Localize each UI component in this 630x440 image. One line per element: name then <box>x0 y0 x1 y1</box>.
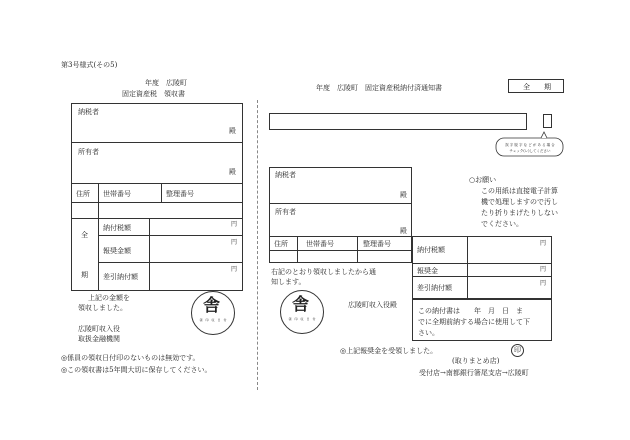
notice-household-number-label: 世帯番号 <box>306 240 334 248</box>
deadline-notice-line2: でに全期前納する場合に使用して下 <box>418 318 530 326</box>
correction-balloon-line2: チェック(レ)してください <box>509 149 551 153</box>
receipt-divider <box>149 218 150 291</box>
receipt-tax-amount-label: 納付税額 <box>103 224 131 232</box>
receipt-stamp-char: 舎 <box>203 296 220 316</box>
request-line: たり折りまげたりしない <box>481 209 558 217</box>
correction-balloon-line1: 誤 字 脱 字 な ど が あ る 場 合 <box>505 143 555 147</box>
notice-header: 年度 広陵町 固定資産税納付済通知書 <box>316 84 442 92</box>
notice-notified-line1: 右記のとおり領収しましたから通 <box>271 268 376 276</box>
receipt-received-line1: 上記の金額を <box>88 294 130 302</box>
deadline-notice-line3: さい。 <box>418 329 439 337</box>
receipt-address-label: 住所 <box>76 190 90 198</box>
notice-taxpayer-label: 納税者 <box>275 171 296 179</box>
notice-yen-label: 円 <box>540 240 547 247</box>
notice-left-divider <box>269 236 412 237</box>
deadline-notice-box <box>412 299 552 341</box>
notice-taxpayer-sama: 殿 <box>400 191 407 199</box>
notice-owner-label: 所有者 <box>275 208 296 216</box>
receipt-ki-label: 期 <box>81 271 88 279</box>
request-line: 機で処理しますので汚し <box>481 198 558 206</box>
form-number-label: 第3号様式(その5) <box>61 61 118 69</box>
period-box <box>508 79 564 93</box>
deadline-notice-line1: この納付書は 年 月 日 ま <box>418 307 523 315</box>
notice-net-amount-label: 差引納付額 <box>417 284 452 292</box>
receipt-owner-label: 所有者 <box>78 148 99 156</box>
receipt-household-number-label: 世帯番号 <box>103 190 131 198</box>
notice-left-divider <box>269 250 412 251</box>
notice-yen-label: 円 <box>540 266 547 273</box>
period-label: 全 期 <box>523 83 551 91</box>
notice-yen-label: 円 <box>540 280 547 287</box>
notice-tax-amount-label: 納付税額 <box>417 246 445 254</box>
request-line: でください。 <box>481 220 523 228</box>
receipt-reward-amount-label: 報奨金額 <box>103 247 131 255</box>
receipt-divider <box>71 142 243 143</box>
reward-received-note: ◎上記報奨金を受領しました。 <box>340 347 438 355</box>
seal-mark: 印 <box>511 344 524 357</box>
notice-amount-divider <box>412 276 552 277</box>
correction-checkbox[interactable] <box>543 114 552 128</box>
receipt-yen-label: 円 <box>231 239 238 246</box>
request-line: この用紙は直接電子計算 <box>481 187 558 195</box>
receipt-reference-number-label: 整理番号 <box>166 190 194 198</box>
receipt-stamp-ring-text: 領 印 収 日 付 <box>199 318 227 322</box>
notice-date-stamp <box>280 290 324 334</box>
receipt-owner-sama: 殿 <box>229 168 236 176</box>
collection-route: 受付店→南都銀行箸尾支店→広陵町 <box>419 369 529 377</box>
notice-stamp-char: 舎 <box>292 295 309 315</box>
correction-input-bar[interactable] <box>269 113 527 130</box>
receipt-taxpayer-sama: 殿 <box>229 127 236 135</box>
receipt-divider <box>98 183 99 291</box>
notice-office-label: 広陵町収入役殿 <box>348 301 397 309</box>
receipt-note-1: ◎係員の領収日付印のないものは無効です。 <box>61 354 200 362</box>
receipt-net-amount-label: 差引納付額 <box>103 273 138 281</box>
notice-stamp-ring-text: 領 印 収 日 付 <box>288 317 316 321</box>
receipt-yen-label: 円 <box>231 266 238 273</box>
notice-reference-number-label: 整理番号 <box>363 240 391 248</box>
notice-left-divider <box>269 203 412 204</box>
receipt-divider <box>71 202 243 203</box>
receipt-yen-label: 円 <box>231 221 238 228</box>
receipt-office-line1: 広陵町収入役 <box>78 325 120 333</box>
receipt-note-2: ◎この領収書は5年間大切に保存してください。 <box>61 366 212 374</box>
notice-reward-label: 報奨金 <box>417 267 438 275</box>
receipt-header-line2: 固定資産税 領収書 <box>122 90 185 98</box>
receipt-taxpayer-label: 納税者 <box>78 108 99 116</box>
receipt-date-stamp <box>191 291 235 335</box>
notice-left-divider <box>357 236 358 263</box>
receipt-divider <box>98 262 243 263</box>
receipt-zen-label: 全 <box>81 231 88 239</box>
receipt-divider <box>71 183 243 184</box>
receipt-header-line1: 年度 広陵町 <box>145 79 187 87</box>
receipt-received-line2: 領収しました。 <box>78 304 127 312</box>
notice-amount-divider <box>467 236 468 299</box>
collection-title: (取りまとめ店) <box>452 357 500 365</box>
receipt-divider <box>71 218 243 219</box>
notice-notified-line2: 知します。 <box>271 278 306 286</box>
request-title: ○お願い <box>469 176 497 184</box>
cut-line <box>257 100 258 390</box>
notice-amount-divider <box>412 263 552 264</box>
receipt-divider <box>161 183 162 202</box>
notice-owner-sama: 殿 <box>400 227 407 235</box>
receipt-divider <box>98 235 243 236</box>
receipt-office-line2: 取扱金融機関 <box>78 335 120 343</box>
notice-address-label: 住所 <box>274 240 288 248</box>
notice-left-divider <box>297 236 298 263</box>
